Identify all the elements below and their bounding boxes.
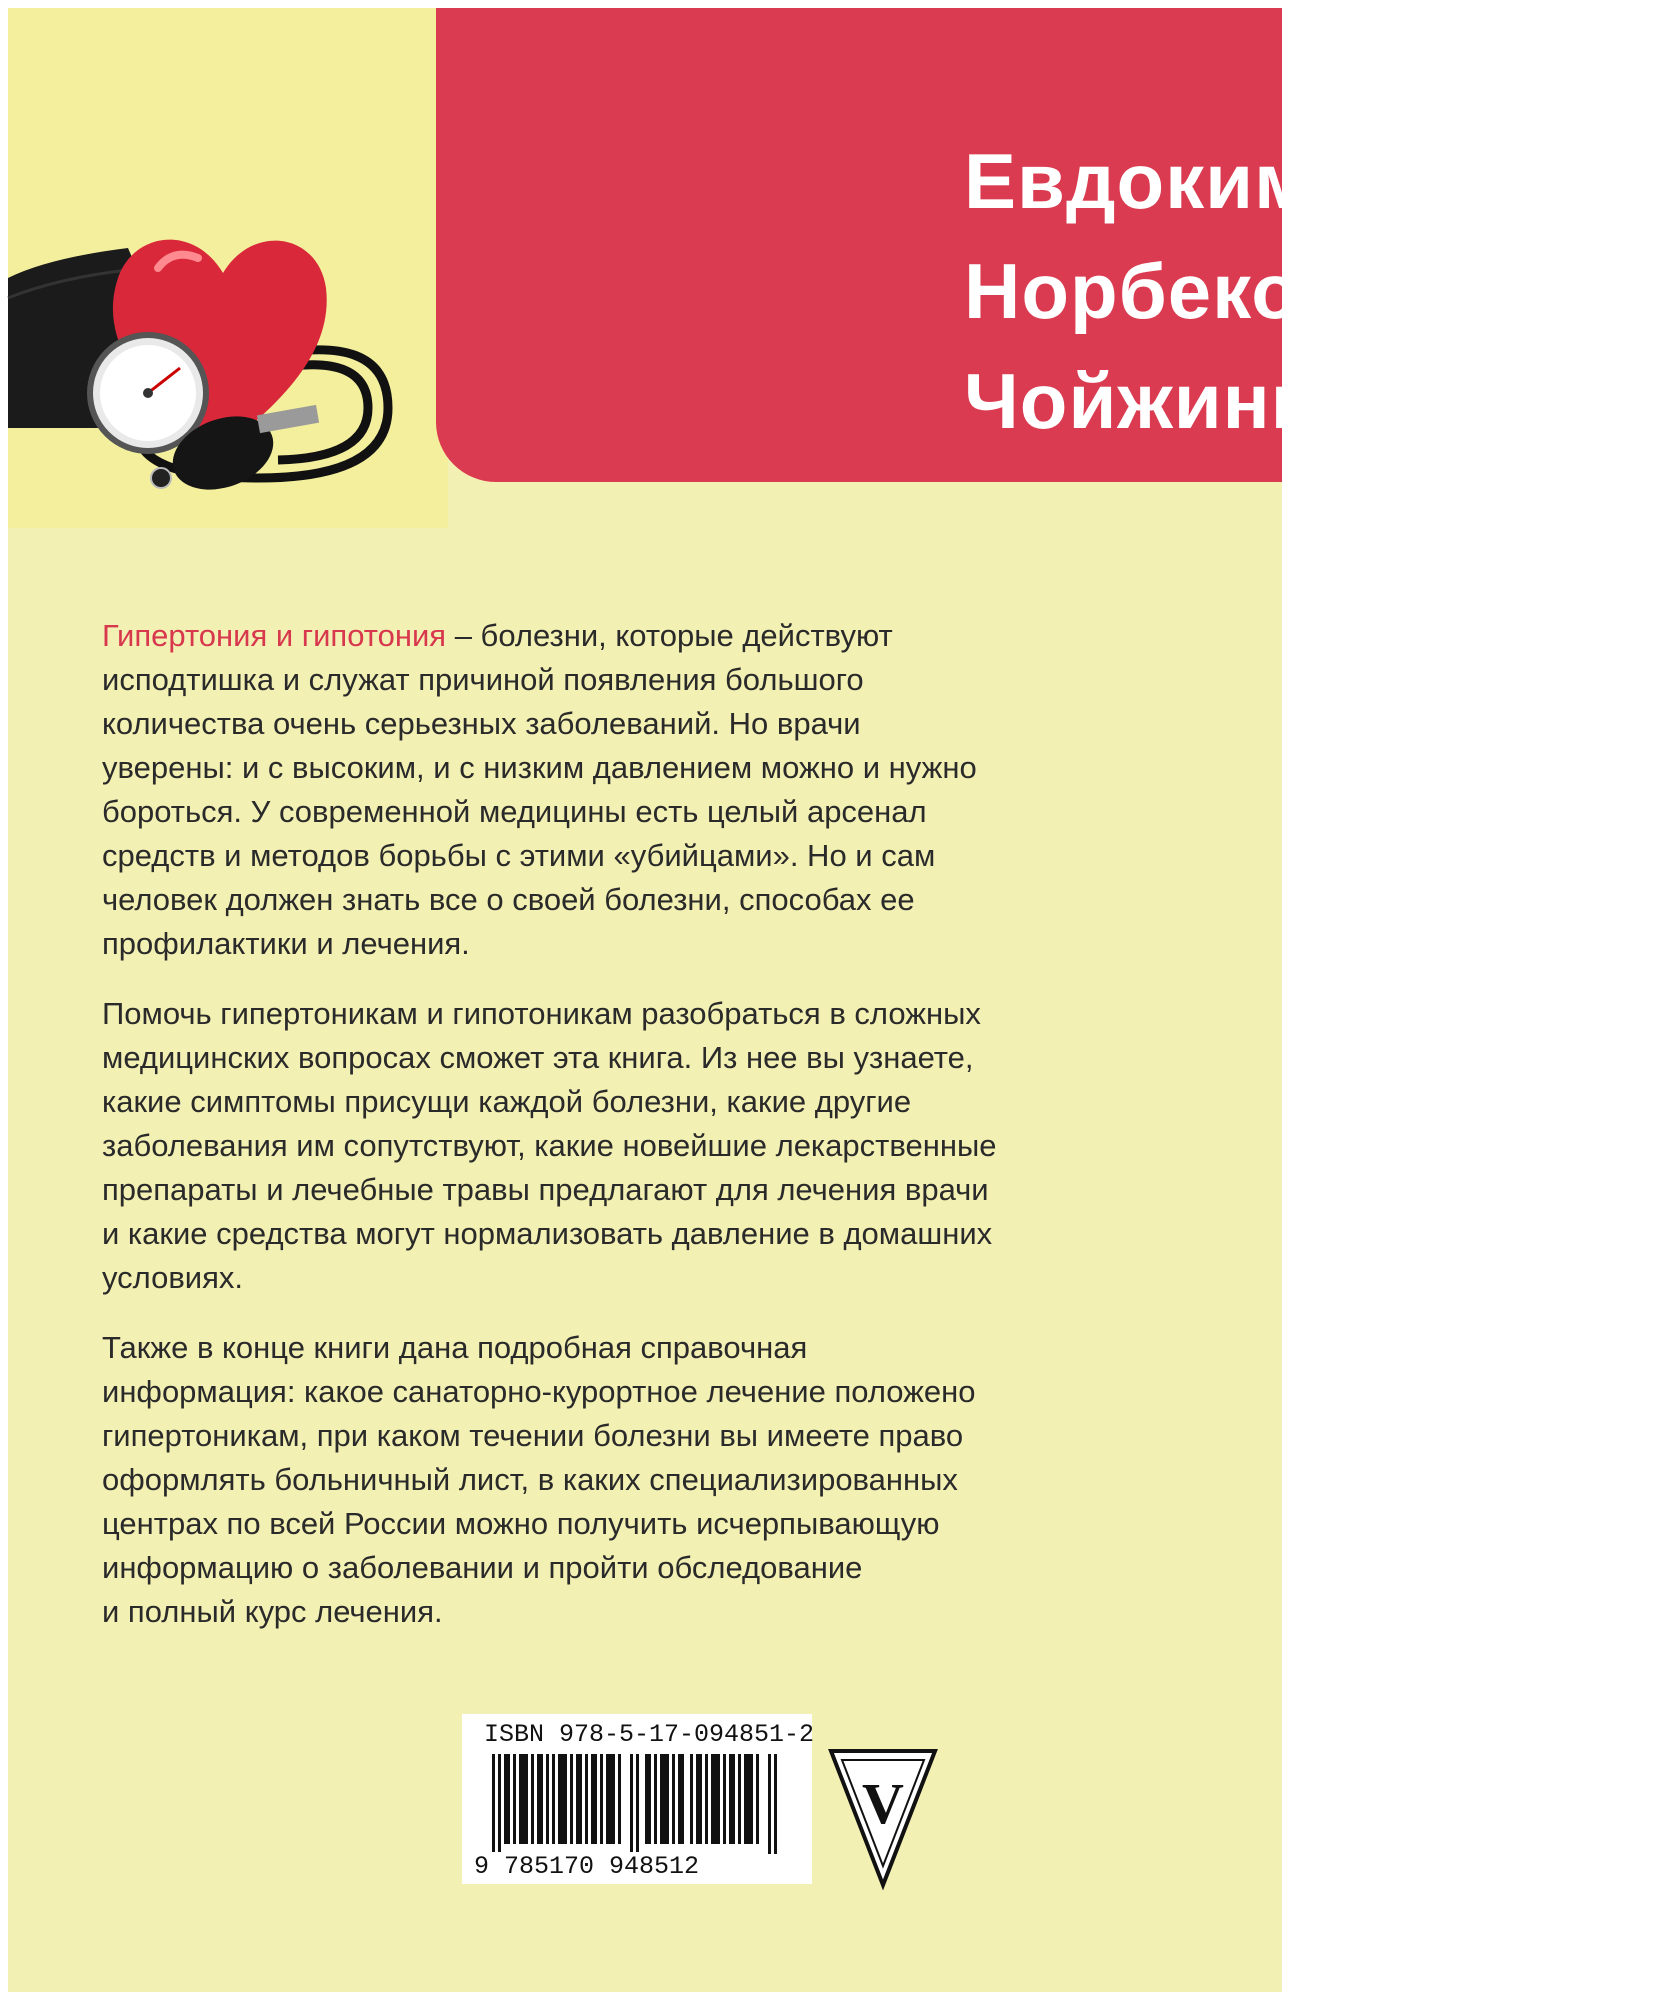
description-paragraph: Помочь гипертоникам и гипотоникам разобраться в сложных медицинских вопросах сможет эта книга. Из нее вы узнаете, какие симптомы присущи каждой болезни, какие другие заболевания им сопутствуют, какие новейшие лекарственные препараты и лечебные травы предлагают для лечения врачи и какие средства могут нормализовать давление в домашних условиях. <box>102 996 997 1295</box>
publisher-logo-icon <box>828 1748 938 1888</box>
publisher-logo-letter: V <box>862 1771 904 1836</box>
description-paragraph: Также в конце книги дана подробная справочная информация: какое санаторно-курортное лечение положено гипертоникам, при каком течении болезни вы имеете право оформлять больничный лист, в каких специализированных центрах по всей России можно получить исчерпывающую информацию о заболевании и пройти обследование и полный курс лечения. <box>102 1330 976 1629</box>
highlight-text: Гипертония и гипотония <box>102 618 447 653</box>
author-name: Евдокименко П. <box>964 137 1596 225</box>
author-list <box>964 126 1661 456</box>
barcode-digits: 9 785170 948512 <box>474 1852 700 1881</box>
author-name: Норбеков М. <box>964 247 1461 335</box>
heart-tonometer-illustration <box>8 178 448 508</box>
description-paragraph <box>102 614 1192 966</box>
author-name: Чойжинимаева С. <box>964 357 1661 445</box>
barcode-bars <box>492 1754 782 1854</box>
book-back-cover <box>8 8 1661 1992</box>
isbn-label: ISBN 978-5-17-094851-2 <box>484 1720 815 1749</box>
paragraph-text: – болезни, которые действуют исподтишка и служат причиной появления большого количества очень серьезных заболеваний. Но врачи уверены: и с высоким, и с низким давлением можно и нужно бороться. У современной медицины есть целый арсенал средств и методов борьбы с этими «убийцами». Но и сам человек должен знать все о своей болезни, способах ее профилактики и лечения. <box>102 618 977 961</box>
book-description <box>102 614 1192 1660</box>
isbn-barcode <box>462 1714 815 1884</box>
authors-banner <box>436 8 1661 482</box>
